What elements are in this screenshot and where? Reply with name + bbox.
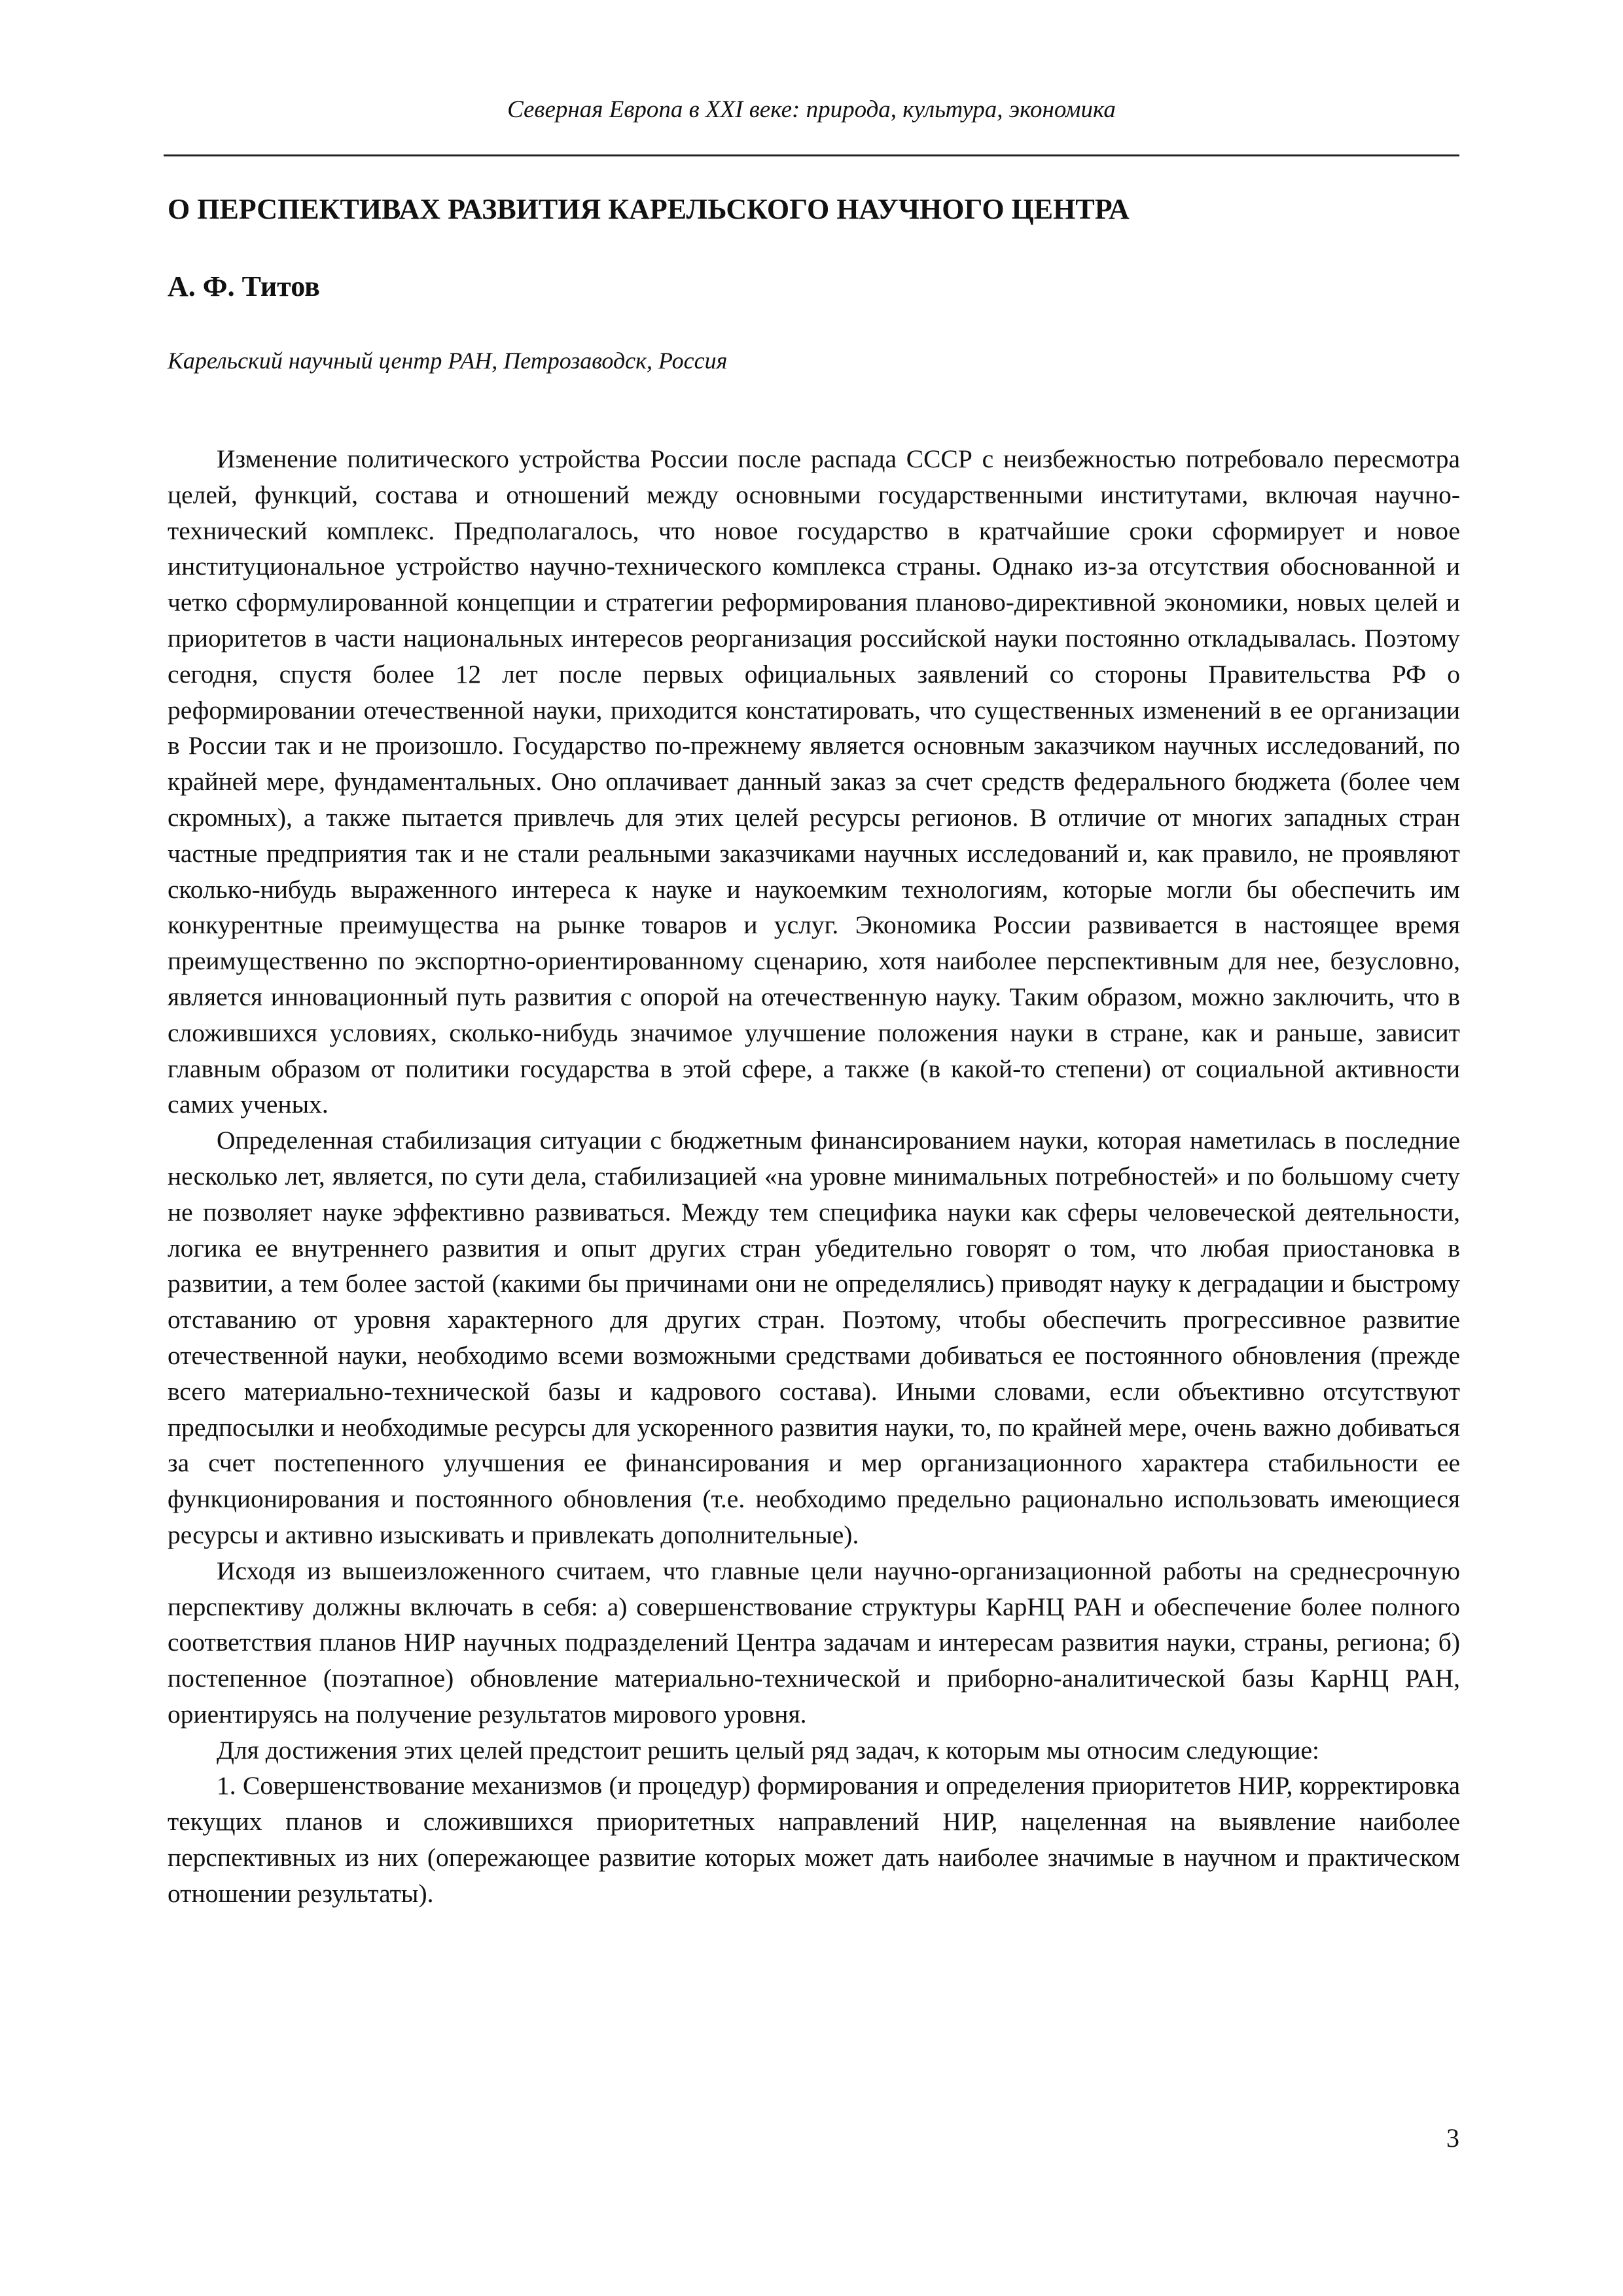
- header-rule: [164, 154, 1459, 156]
- paragraph-2: Определенная стабилизация ситуации с бюджетным финансированием науки, которая наметилась в последние несколько лет, является, по сути дела, стабилизацией «на уровне минимальных потребностей» и по большому счету не позволяет науке эффективно развиваться. Между тем специфика науки как сферы человеческой деятельности, логика ее внутреннего развития и опыт других стран убедительно говорят о том, что любая приостановка в развитии, а тем более застой (какими бы причинами они не определялись) приводят науку к деградации и быстрому отставанию от уровня характерного для других стран. Поэтому, чтобы обеспечить прогрессивное развитие отечественной науки, необходимо всеми возможными средствами добиваться ее постоянного обновления (прежде всего материально-технической базы и кадрового состава). Иными словами, если объективно отсутствуют предпосылки и необходимые ресурсы для ускоренного развития науки, то, по крайней мере, очень важно добиваться за счет постепенного улучшения ее финансирования и мер организационного характера стабильности ее функционирования и постоянного обновления (т.е. необходимо предельно рационально использовать имеющиеся ресурсы и активно изыскивать и привлекать дополнительные).: [168, 1126, 1460, 1549]
- paragraph-4: Для достижения этих целей предстоит решить целый ряд задач, к которым мы относим следующие:: [217, 1735, 1320, 1765]
- paragraph-5: 1. Совершенствование механизмов (и процедур) формирования и определения приоритетов НИР, корректировка текущих планов и сложившихся приоритетных направлений НИР, нацеленная на выявление наиболее перспективных из них (опережающее развитие которых может дать наиболее значимые в научном и практическом отношении результаты).: [168, 1771, 1460, 1908]
- paragraph-1: Изменение политического устройства России после распада СССР с неизбежностью потребовало пересмотра целей, функций, состава и отношений между основными государственными институтами, включая научно-технический комплекс. Предполагалось, что новое государство в кратчайшие сроки сформирует и новое институциональное устройство научно-технического комплекса страны. Однако из-за отсутствия обоснованной и четко сформулированной концепции и стратегии реформирования планово-директивной экономики, новых целей и приоритетов в части национальных интересов реорганизация российской науки постоянно откладывалась. Поэтому сегодня, спустя более 12 лет после первых официальных заявлений со стороны Правительства РФ о реформировании отечественной науки, приходится констатировать, что существенных изменений в ее организации в России так и не произошло. Государство по-прежнему является основным заказчиком научных исследований, по крайней мере, фундаментальных. Оно оплачивает данный заказ за счет средств федерального бюджета (более чем скромных), а также пытается привлечь для этих целей ресурсы регионов. В отличие от многих западных стран частные предприятия так и не стали реальными заказчиками научных исследований и, как правило, не проявляют сколько-нибудь выраженного интереса к науке и наукоемким технологиям, которые могли бы обеспечить им конкурентные преимущества на рынке товаров и услуг. Экономика России развивается в настоящее время преимущественно по экспортно-ориентированному сценарию, хотя наиболее перспективным для нее, безусловно, является инновационный путь развития с опорой на отечественную науку. Таким образом, можно заключить, что в сложившихся условиях, сколько-нибудь значимое улучшение положения науки в стране, как и раньше, зависит главным образом от политики государства в этой сфере, а также (в какой-то степени) от социальной активности самих ученых.: [168, 444, 1460, 1119]
- paper-title: О ПЕРСПЕКТИВАХ РАЗВИТИЯ КАРЕЛЬСКОГО НАУЧНОГО ЦЕНТРА: [168, 193, 1130, 225]
- author-name: А. Ф. Титов: [168, 270, 320, 302]
- affiliation: Карельский научный центр РАН, Петрозаводск, Россия: [168, 348, 728, 374]
- article-body: [168, 441, 1460, 1912]
- page-number: 3: [1446, 2123, 1459, 2153]
- paragraph-3: Исходя из вышеизложенного считаем, что главные цели научно-организационной работы на среднесрочную перспективу должны включать в себя: а) совершенствование структуры КарНЦ РАН и обеспечение более полного соответствия планов НИР научных подразделений Центра задачам и интересам развития науки, страны, региона; б) постепенное (поэтапное) обновление материально-технической и приборно-аналитической базы КарНЦ РАН, ориентируясь на получение результатов мирового уровня.: [168, 1556, 1460, 1729]
- running-header: Северная Европа в XXI веке: природа, культура, экономика: [507, 96, 1116, 123]
